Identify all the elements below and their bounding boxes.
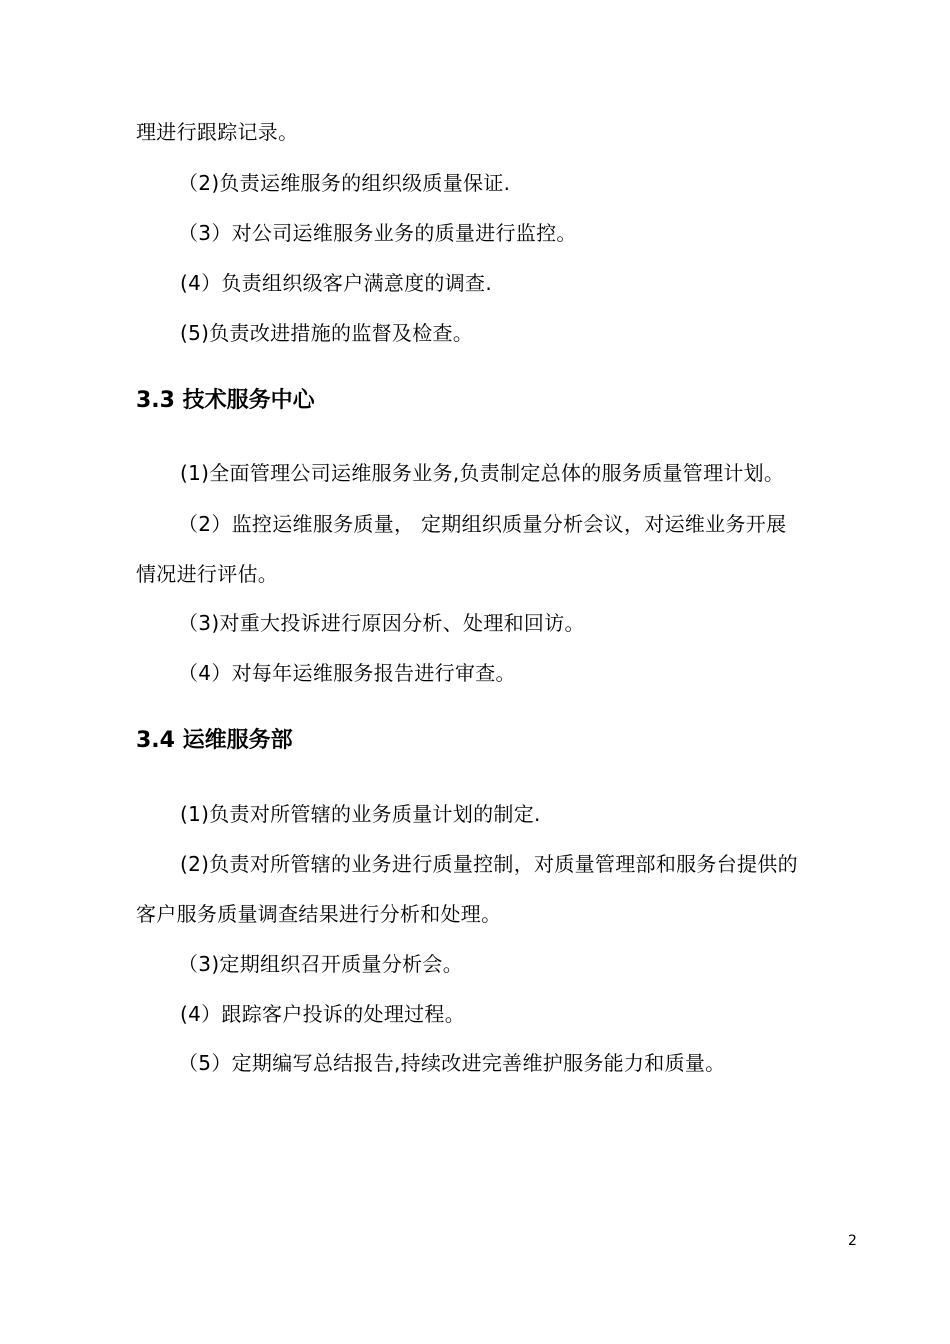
section-heading: 3.3 技术服务中心: [136, 388, 315, 413]
list-item: （3)对重大投诉进行原因分析、处理和回访。: [178, 611, 585, 635]
list-item: (4）跟踪客户投诉的处理过程。: [180, 1002, 466, 1026]
list-item: (4）负责组织级客户满意度的调查.: [180, 271, 492, 295]
paragraph-continuation: 理进行跟踪记录。: [136, 120, 299, 144]
page-number: 2: [848, 1233, 857, 1249]
list-item: (1)负责对所管辖的业务质量计划的制定.: [180, 802, 541, 826]
list-item: （3）对公司运维服务业务的质量进行监控。: [178, 221, 577, 245]
list-item: （4）对每年运维服务报告进行审查。: [178, 661, 516, 685]
list-item: （3)定期组织召开质量分析会。: [178, 952, 464, 976]
list-item: (5)负责改进措施的监督及检查。: [180, 321, 474, 345]
paragraph-continuation: 情况进行评估。: [136, 562, 279, 586]
section-heading: 3.4 运维服务部: [136, 728, 293, 753]
list-item: （5）定期编写总结报告,持续改进完善维护服务能力和质量。: [178, 1051, 726, 1075]
list-item: （2）监控运维服务质量， 定期组织质量分析会议，对运维业务开展: [178, 512, 787, 536]
paragraph-continuation: 客户服务质量调查结果进行分析和处理。: [136, 902, 502, 926]
list-item: (2)负责对所管辖的业务进行质量控制，对质量管理部和服务台提供的: [180, 852, 798, 876]
list-item: （2)负责运维服务的组织级质量保证.: [178, 171, 511, 195]
list-item: (1)全面管理公司运维服务业务,负责制定总体的服务质量管理计划。: [180, 461, 785, 485]
